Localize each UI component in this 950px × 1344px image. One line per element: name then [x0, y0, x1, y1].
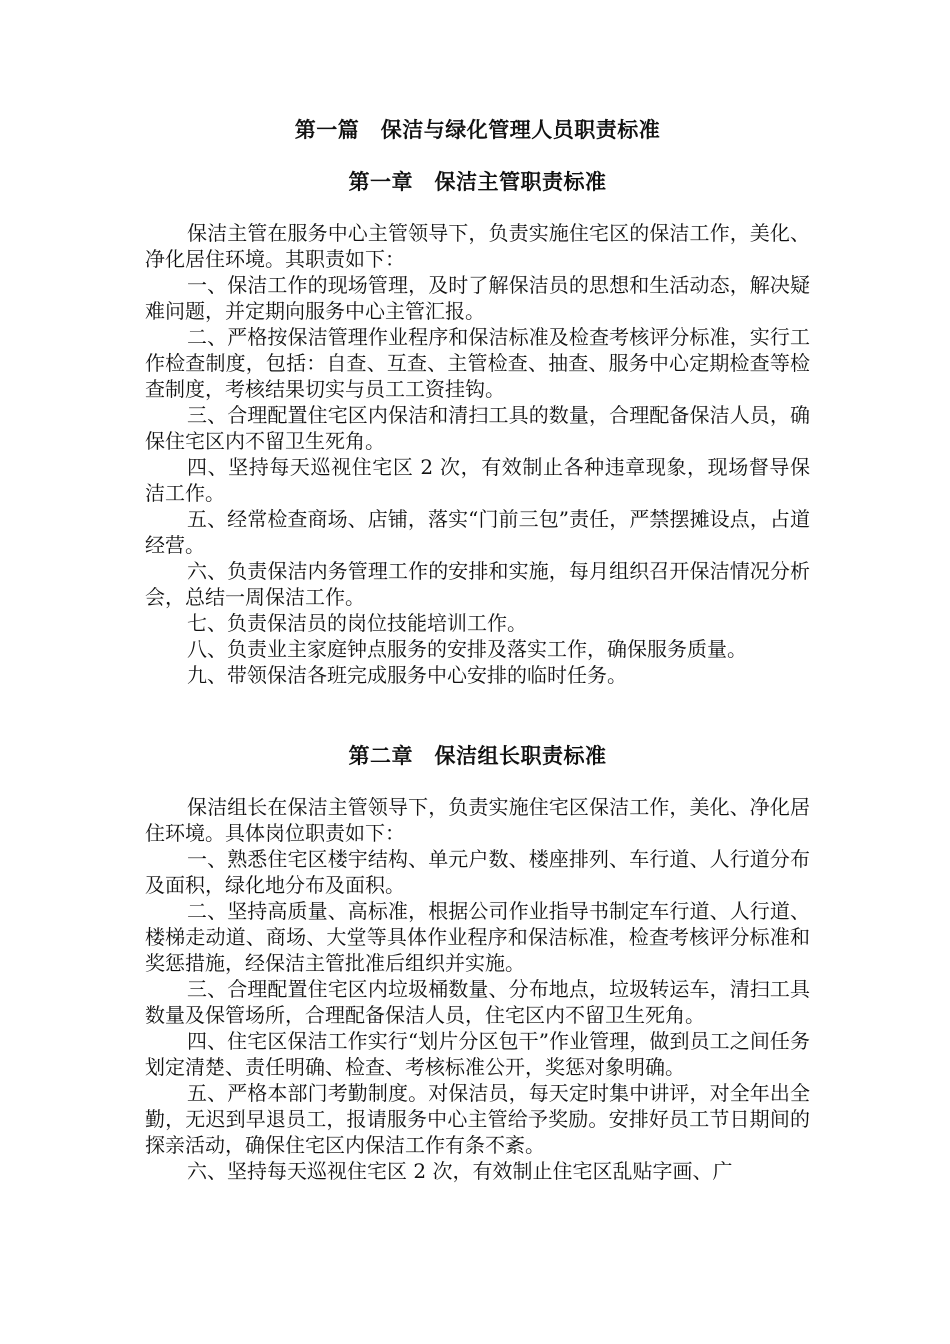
paragraph: 六、负责保洁内务管理工作的安排和实施，每月组织召开保洁情况分析会，总结一周保洁工作。 — [145, 559, 810, 609]
paragraph: 五、经常检查商场、店铺，落实“门前三包”责任，严禁摆摊设点，占道经营。 — [145, 507, 810, 557]
chapter-2-body — [145, 794, 810, 1184]
paragraph: 四、住宅区保洁工作实行“划片分区包干”作业管理，做到员工之间任务划定清楚、责任明确、检查、考核标准公开，奖惩对象明确。 — [145, 1029, 810, 1079]
chapter-2-title: 第二章 保洁组长职责标准 — [348, 743, 607, 768]
paragraph: 一、保洁工作的现场管理，及时了解保洁员的思想和生活动态，解决疑难问题，并定期向服务中心主管汇报。 — [145, 273, 810, 323]
document-body — [145, 112, 810, 1184]
paragraph: 一、熟悉住宅区楼宇结构、单元户数、楼座排列、车行道、人行道分布及面积，绿化地分布及面积。 — [145, 847, 810, 897]
paragraph: 三、合理配置住宅区内保洁和清扫工具的数量，合理配备保洁人员，确保住宅区内不留卫生死角。 — [145, 403, 810, 453]
paragraph: 保洁组长在保洁主管领导下，负责实施住宅区保洁工作，美化、净化居住环境。具体岗位职责如下： — [145, 795, 810, 845]
paragraph: 六、坚持每天巡视住宅区 2 次，有效制止住宅区乱贴字画、广 — [187, 1159, 733, 1183]
paragraph: 四、坚持每天巡视住宅区 2 次，有效制止各种违章现象，现场督导保洁工作。 — [145, 455, 810, 505]
paragraph: 八、负责业主家庭钟点服务的安排及落实工作，确保服务质量。 — [187, 637, 747, 661]
chapter-1-body — [145, 220, 810, 688]
paragraph: 五、严格本部门考勤制度。对保洁员，每天定时集中讲评，对全年出全勤，无迟到早退员工，报请服务中心主管给予奖励。安排好员工节日期间的探亲活动，确保住宅区内保洁工作有条不紊。 — [145, 1081, 810, 1157]
paragraph: 二、严格按保洁管理作业程序和保洁标准及检查考核评分标准，实行工作检查制度，包括：自查、互查、主管检查、抽查、服务中心定期检查等检查制度，考核结果切实与员工工资挂钩。 — [145, 325, 810, 401]
chapter-1-title: 第一章 保洁主管职责标准 — [348, 169, 607, 194]
paragraph: 二、坚持高质量、高标准，根据公司作业指导书制定车行道、人行道、楼梯走动道、商场、大堂等具体作业程序和保洁标准，检查考核评分标准和奖惩措施，经保洁主管批准后组织并实施。 — [145, 899, 810, 975]
part-title: 第一篇 保洁与绿化管理人员职责标准 — [294, 117, 661, 142]
paragraph: 三、合理配置住宅区内垃圾桶数量、分布地点，垃圾转运车，清扫工具数量及保管场所，合理配备保洁人员，住宅区内不留卫生死角。 — [145, 977, 810, 1027]
paragraph: 九、带领保洁各班完成服务中心安排的临时任务。 — [187, 663, 627, 687]
paragraph: 七、负责保洁员的岗位技能培训工作。 — [187, 611, 527, 635]
paragraph: 保洁主管在服务中心主管领导下，负责实施住宅区的保洁工作，美化、净化居住环境。其职责如下： — [145, 221, 810, 271]
